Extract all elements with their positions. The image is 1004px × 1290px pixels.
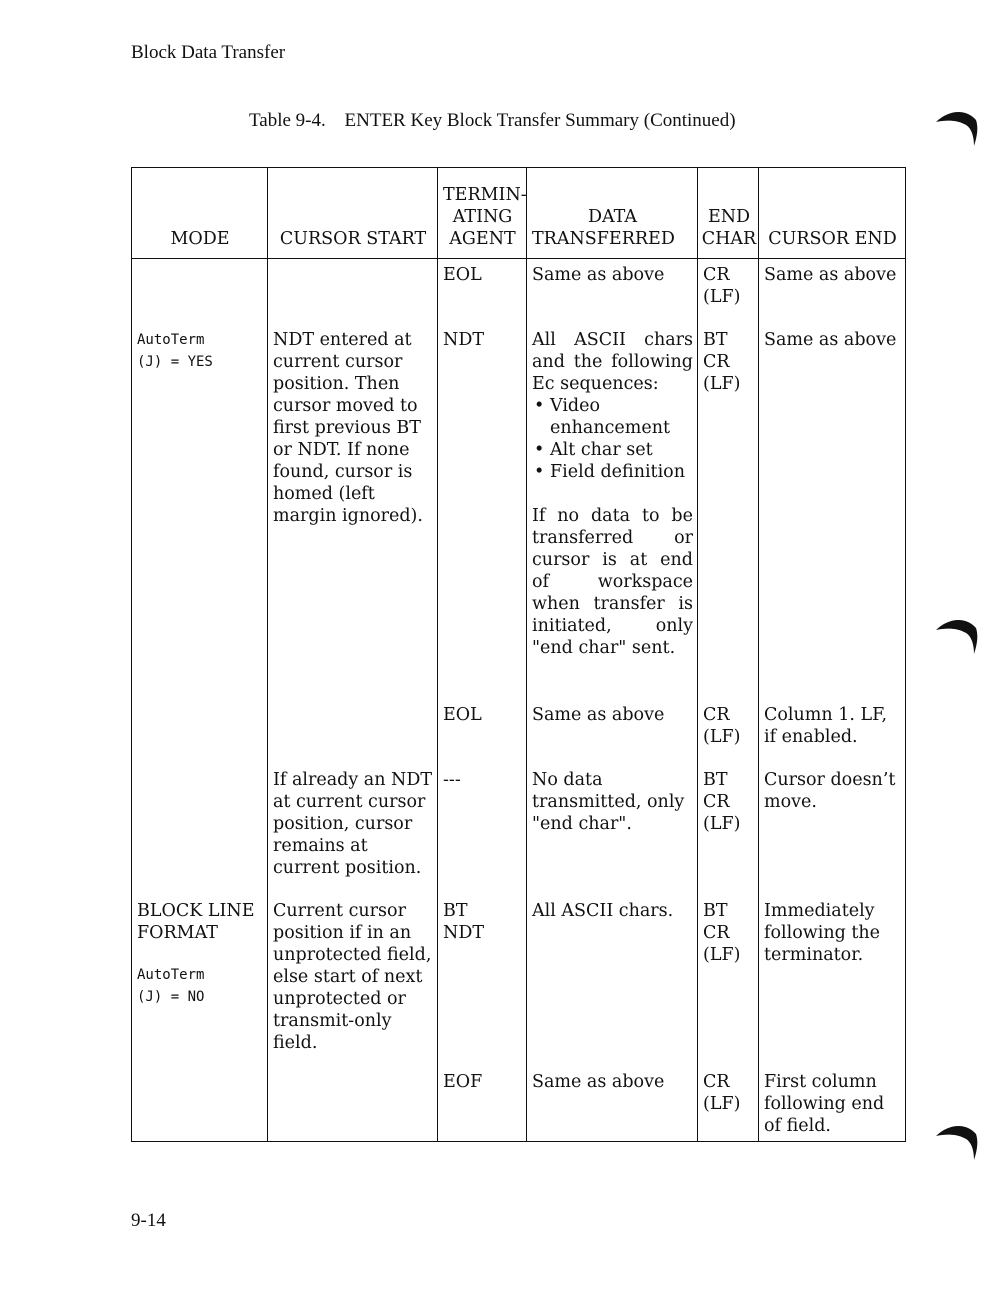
block-transfer-summary-table: [131, 167, 906, 1142]
data-note: If no data to be transferred or cursor is at end of workspace when transfer is initiated, only "end char" sent.: [532, 506, 693, 658]
cursor-start-cell: NDT entered at current cursor position. Then cursor moved to first previous BT or NDT. If none found, cursor is homed (left margin ignored).: [268, 324, 438, 699]
mode-cell: [132, 1066, 268, 1142]
page-tab-mark-icon: [934, 1118, 980, 1164]
data-cell: Same as above: [527, 259, 698, 325]
data-cell: [527, 324, 698, 699]
agent-cell: [438, 895, 527, 1066]
header-line: ATING: [452, 207, 513, 227]
table-header-row: [132, 168, 906, 259]
cursor-end-cell: Same as above: [759, 324, 906, 699]
mode-cell: [132, 324, 268, 699]
agent-cell: EOL: [438, 699, 527, 764]
end-char-line: (LF): [703, 814, 741, 834]
mode-cell: [132, 259, 268, 325]
end-char-cell: [698, 324, 759, 699]
end-char-cell: [698, 699, 759, 764]
header-line: END: [707, 207, 751, 227]
end-char-line: (LF): [703, 287, 741, 307]
end-char-line: CR: [703, 705, 730, 725]
header-line: DATA: [587, 207, 638, 227]
agent-cell: EOF: [438, 1066, 527, 1142]
header-line: CURSOR END: [768, 229, 897, 249]
header-line: CHAR: [701, 229, 757, 249]
end-char-line: CR: [703, 1072, 730, 1092]
end-char-line: (LF): [703, 945, 741, 965]
table-row: [132, 324, 906, 699]
agent-line: NDT: [443, 923, 485, 943]
table-row: [132, 1066, 906, 1142]
mode-cell: [132, 764, 268, 895]
header-mode: [132, 168, 268, 259]
mode-autoterm-value: (J) = YES: [137, 354, 213, 370]
end-char-cell: [698, 259, 759, 325]
data-cell: Same as above: [527, 699, 698, 764]
end-char-line: BT: [703, 770, 728, 790]
end-char-cell: [698, 764, 759, 895]
mode-block-line: BLOCK LINE: [137, 901, 255, 921]
end-char-line: BT: [703, 901, 728, 921]
mode-cell: [132, 699, 268, 764]
cursor-end-cell: Column 1. LF, if enabled.: [759, 699, 906, 764]
end-char-line: BT: [703, 330, 728, 350]
table-title: ENTER Key Block Transfer Summary (Continued): [344, 110, 736, 131]
mode-format: FORMAT: [137, 923, 218, 943]
ec-sequence-list: [532, 395, 693, 483]
end-char-line: CR: [703, 792, 730, 812]
end-char-line: CR: [703, 923, 730, 943]
list-item: • Field definition: [532, 461, 693, 483]
header-cursor-start: [268, 168, 438, 259]
cursor-end-cell: Same as above: [759, 259, 906, 325]
cursor-end-cell: First column following end of field.: [759, 1066, 906, 1142]
header-terminating-agent: [438, 168, 527, 259]
header-line: TRANSFERRED: [532, 229, 675, 249]
table-row: [132, 764, 906, 895]
mode-autoterm-label: AutoTerm: [137, 967, 205, 983]
data-cell: No data transmitted, only "end char".: [527, 764, 698, 895]
mode-cell: [132, 895, 268, 1066]
header-line: AGENT: [449, 229, 516, 249]
table-number: Table 9-4.: [249, 110, 326, 131]
page-number: 9-14: [131, 1210, 166, 1231]
agent-cell: EOL: [438, 259, 527, 325]
header-data-transferred: [527, 168, 698, 259]
cursor-end-cell: Immediately following the terminator.: [759, 895, 906, 1066]
end-char-line: CR: [703, 352, 730, 372]
mode-autoterm-value: (J) = NO: [137, 989, 205, 1005]
table-caption: [249, 110, 736, 132]
data-text: All ASCII chars and the following Ec sequences:: [532, 330, 693, 394]
end-char-line: CR: [703, 265, 730, 285]
mode-autoterm-label: AutoTerm: [137, 332, 205, 348]
end-char-line: (LF): [703, 374, 741, 394]
end-char-cell: [698, 1066, 759, 1142]
data-cell: All ASCII chars.: [527, 895, 698, 1066]
agent-cell: NDT: [438, 324, 527, 699]
header-end-char: [698, 168, 759, 259]
end-char-line: (LF): [703, 1094, 741, 1114]
running-header: Block Data Transfer: [131, 42, 286, 63]
list-item: • Video enhancement: [532, 395, 693, 439]
page-tab-mark-icon: [934, 104, 980, 150]
cursor-start-cell: If already an NDT at current cursor position, cursor remains at current position.: [268, 764, 438, 895]
end-char-cell: [698, 895, 759, 1066]
cursor-end-cell: Cursor doesn’t move.: [759, 764, 906, 895]
page-tab-mark-icon: [934, 612, 980, 658]
header-line: CURSOR START: [279, 229, 427, 249]
cursor-start-cell: [268, 1066, 438, 1142]
agent-line: BT: [443, 901, 468, 921]
cursor-start-cell: Current cursor position if in an unprotected field, else start of next unprotected or transmit-only field.: [268, 895, 438, 1066]
table-row: [132, 895, 906, 1066]
cursor-start-cell: [268, 699, 438, 764]
header-cursor-end: [759, 168, 906, 259]
header-line: MODE: [170, 229, 230, 249]
end-char-line: (LF): [703, 727, 741, 747]
cursor-start-cell: [268, 259, 438, 325]
data-cell: Same as above: [527, 1066, 698, 1142]
header-line: TERMIN-: [443, 185, 527, 205]
list-item: • Alt char set: [532, 439, 693, 461]
table-row: [132, 259, 906, 325]
table-row: [132, 699, 906, 764]
agent-cell: ---: [438, 764, 527, 895]
